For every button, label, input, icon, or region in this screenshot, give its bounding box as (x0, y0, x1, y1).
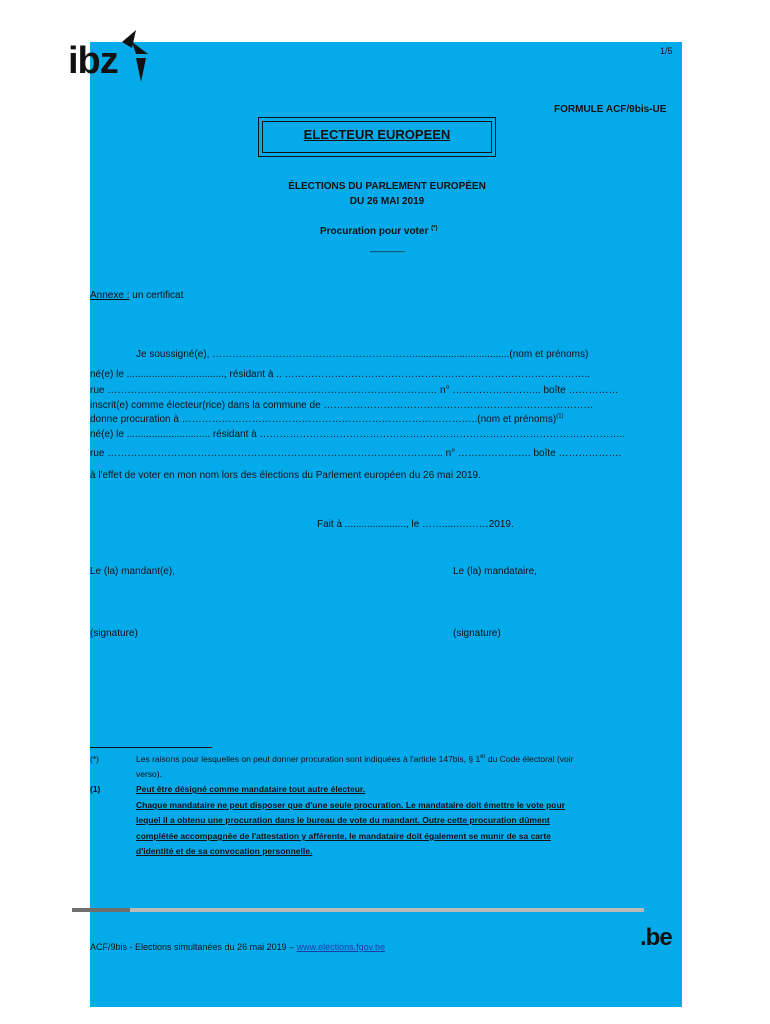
footer-text (90, 942, 385, 952)
title-text: ELECTEUR EUROPEEN (303, 127, 451, 142)
annex-line (90, 290, 183, 301)
footnote-star-text-3: verso). (136, 769, 162, 779)
mandant-label: Le (la) mandant(e), (90, 566, 176, 577)
footnote-star-text (136, 754, 573, 764)
footnote-one-line-2: Chaque mandataire ne peut disposer que d'une seule procuration. Le mandataire doit émettre le vote pour (136, 800, 565, 810)
body-line-4: inscrit(e) comme électeur(rice) dans la commune de ……………………………………………………………………… (90, 400, 594, 411)
signature-right: (signature) (453, 628, 501, 639)
footer-caption: ACF/9bis - Elections simultanées du 26 mai 2019 – (90, 942, 297, 952)
be-logo: .be (640, 924, 672, 951)
footnote-star-text-1: Les raisons pour lesquelles on peut donner procuration sont indiquées à l'article 147bis, § 1 (136, 754, 481, 764)
procuration-title (320, 226, 437, 237)
mandataire-label: Le (la) mandataire, (453, 566, 537, 577)
annex-label: Annexe : (90, 290, 130, 301)
election-line-1: ÉLECTIONS DU PARLEMENT EUROPÉEN (288, 181, 486, 192)
body-line-7: rue ……………………………………………………………………………………….. n° …………………. boîte ………………. (90, 448, 622, 459)
footer-bar (130, 908, 644, 912)
footnote-star-mark: (*) (90, 754, 99, 764)
fait-line: Fait à ......................, le …….....….……2019. (317, 519, 514, 530)
footer-link[interactable]: www.elections.fgov.be (296, 942, 385, 952)
annex-value: un certificat (129, 290, 184, 301)
body-line-3: rue ……………………………………………………………………………………… n° ……………………... boîte …………… (90, 385, 619, 396)
footnote-separator (90, 747, 212, 748)
title-dash: _______ (370, 242, 406, 252)
body-line-5-mark: (1) (556, 413, 564, 420)
procuration-mark: (*) (431, 225, 438, 232)
title-box (258, 117, 496, 157)
body-line-6: né(e) le .............................. résidant à ……………………………………………………………………………………………….. (90, 429, 626, 440)
footnote-one-line-1: Peut être désigné comme mandataire tout autre électeur. (136, 784, 366, 794)
page-number: 1/5 (660, 46, 673, 56)
body-line-1: Je soussigné(e), ……………………………………………………...................................(nom et prénoms) (136, 349, 589, 360)
signature-left: (signature) (90, 628, 138, 639)
procuration-text: Procuration pour voter (320, 226, 429, 237)
footnote-star-sup: er (480, 754, 486, 761)
footnote-one-mark: (1) (90, 784, 101, 794)
ibz-logo (68, 28, 150, 86)
ibz-logo-mark (108, 28, 148, 86)
body-line-2: né(e) le ..................................., résidant à .. ……………………………………………………………………………….. (90, 369, 591, 380)
form-code: FORMULE ACF/9bis-UE (554, 104, 667, 115)
body-line-5-text: donne procuration à ……………………………………………………………………………..(nom et prénoms) (90, 414, 557, 425)
body-line-8: à l'effet de voter en mon nom lors des élections du Parlement européen du 26 mai 2019. (90, 470, 481, 481)
footer-bar-accent (72, 908, 130, 912)
footnote-one-line-3: lequel il a obtenu une procuration dans le bureau de vote du mandant. Outre cette procuration dûment (136, 815, 550, 825)
footnote-star-text-2: du Code électoral (voir (485, 754, 574, 764)
footnote-one-line-5: d'identité et de sa convocation personnelle. (136, 846, 313, 856)
footnote-one-line-4: complétée accompagnée de l'attestation y afférente, le mandataire doit également se munir de sa carte (136, 831, 551, 841)
election-line-2: DU 26 MAI 2019 (349, 196, 425, 207)
body-line-5 (90, 414, 564, 425)
ibz-logo-text: ibz (68, 40, 118, 82)
